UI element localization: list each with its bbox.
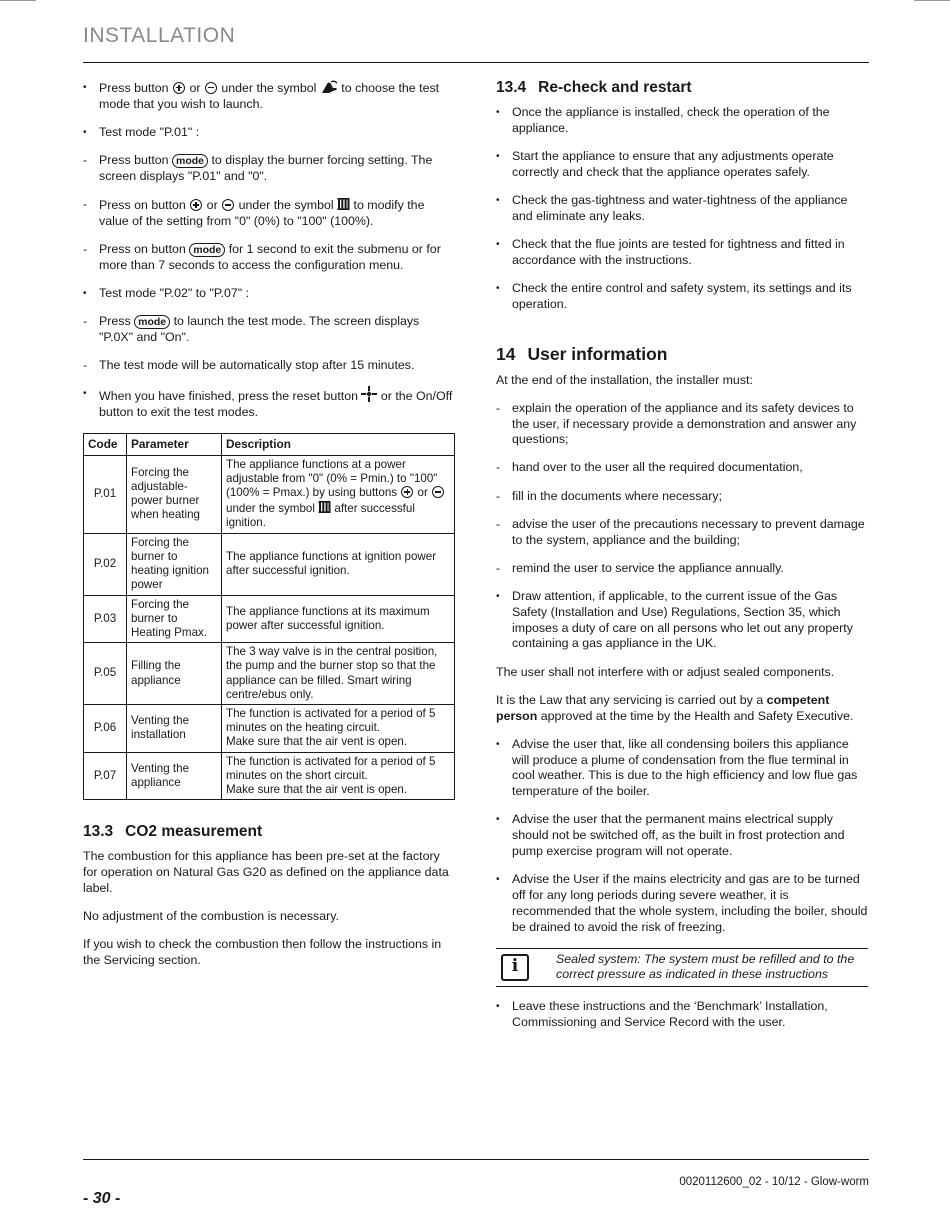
section-number: 13.4 (496, 79, 527, 96)
list-item (83, 314, 455, 346)
dash-marker: - (496, 560, 501, 575)
law-text: It is the Law that any servicing is carried out by a (496, 692, 767, 707)
item-text: fill in the documents where necessary; (512, 488, 723, 503)
bullet-marker: • (496, 874, 500, 886)
section-14-heading (496, 343, 868, 364)
note-text: Sealed system: The system must be refilled and to the correct pressure as indicated in these instructions (556, 951, 855, 982)
section-title: CO2 measurement (125, 823, 263, 841)
cell-parameter: Filling the appliance (127, 643, 222, 705)
cell-code: P.06 (84, 704, 127, 752)
recheck-list (496, 105, 868, 313)
item-text: Press button mode to display the burner forcing setting. The screen displays "P.01" and "0". (99, 153, 433, 183)
item-text: Press on button or under the symbol to modify the value of the setting from "0" (0%) to "100" (100%). (99, 198, 425, 228)
dash-marker: - (83, 197, 88, 212)
info-icon: i (501, 954, 529, 981)
reset-icon (361, 386, 377, 402)
sealed-system-note (496, 948, 868, 987)
plus-circle-icon (173, 82, 185, 94)
section-header-title: INSTALLATION (83, 24, 236, 47)
item-text: Check the gas-tightness and water-tightness of the appliance and eliminate any leaks. (512, 192, 848, 223)
list-item (83, 358, 455, 374)
document-reference: 0020112600_02 - 10/12 - Glow-worm (679, 1176, 869, 1188)
dash-marker: - (496, 400, 501, 415)
section-title: Re-check and restart (538, 79, 692, 96)
item-text: Start the appliance to ensure that any adjustments operate correctly and check that the appliance operates safely. (512, 148, 834, 179)
list-item (83, 125, 455, 141)
co2-paragraph: The combustion for this appliance has been pre-set at the factory for operation on Natural Gas G20 as defined on the appliance data label. (83, 848, 449, 895)
plus-circle-icon (401, 486, 413, 498)
item-text: remind the user to service the appliance annually. (512, 560, 784, 575)
bullet-marker: • (496, 194, 500, 206)
test-mode-instructions (83, 80, 455, 421)
list-item (83, 386, 455, 421)
plus-circle-icon (190, 199, 202, 211)
list-item (496, 401, 868, 448)
list-item (496, 517, 868, 549)
crop-mark-right (914, 0, 950, 1)
cell-code: P.01 (84, 455, 127, 533)
cell-code: P.03 (84, 595, 127, 643)
item-text: Check the entire control and safety system, its settings and its operation. (512, 280, 852, 311)
cell-parameter: Venting the installation (127, 704, 222, 752)
table-row (84, 752, 455, 800)
bullet-marker: • (83, 82, 87, 93)
table-row (84, 643, 455, 705)
page-number: - 30 - (83, 1190, 121, 1207)
list-item (496, 237, 868, 269)
dash-marker: - (496, 488, 501, 503)
left-column (83, 80, 455, 981)
hand-tap-icon (320, 80, 338, 94)
list-item (496, 737, 868, 800)
dash-marker: - (496, 460, 501, 475)
item-text: Test mode "P.02" to "P.07" : (99, 286, 250, 301)
section-13-4-heading (496, 80, 868, 96)
advice-list (496, 737, 868, 936)
law-text: approved at the time by the Health and Safety Executive. (537, 708, 854, 723)
list-item (83, 80, 455, 113)
bullet-marker: • (496, 106, 500, 118)
bullet-marker: • (83, 288, 87, 300)
minus-circle-icon (432, 486, 444, 498)
co2-paragraph: If you wish to check the combustion then follow the instructions in the Servicing section. (83, 936, 442, 967)
footer-rule (83, 1159, 869, 1160)
list-item (496, 149, 868, 181)
list-item (83, 153, 455, 185)
sealed-components-paragraph: The user shall not interfere with or adjust sealed components. (496, 664, 835, 679)
table-row (84, 533, 455, 595)
cell-code: P.02 (84, 533, 127, 595)
list-item (496, 812, 868, 859)
col-header-description: Description (222, 434, 455, 455)
cell-code: P.05 (84, 643, 127, 705)
item-text: Press button or under the symbol to choose the test mode that you wish to launch. (99, 81, 440, 111)
list-item (496, 460, 868, 476)
radiator-icon (318, 500, 331, 514)
list-item (83, 242, 455, 274)
col-header-code: Code (84, 434, 127, 455)
cell-description: The function is activated for a period of 5 minutes on the heating circuit. Make sure that the air vent is open. (222, 704, 455, 752)
test-mode-table (83, 433, 455, 800)
bullet-marker: • (83, 126, 87, 138)
item-text: Press mode to launch the test mode. The screen displays "P.0X" and "On". (99, 314, 420, 345)
list-item (496, 489, 868, 505)
item-text: Press on button mode for 1 second to exit the submenu or for more than 7 seconds to access the configuration menu. (99, 242, 441, 272)
minus-circle-icon (205, 82, 217, 94)
section-title: User information (527, 343, 668, 364)
list-item (83, 197, 455, 230)
item-text: Advise the user that, like all condensing boilers this appliance will produce a plume of condensation from the flue terminal in cool weather. This is due to the high efficiency and low flue gas temperature of the boiler. (512, 736, 858, 799)
item-text: The test mode will be automatically stop after 15 minutes. (99, 358, 415, 373)
table-row (84, 455, 455, 533)
dash-marker: - (83, 242, 88, 257)
cell-description: The function is activated for a period of 5 minutes on the short circuit. Make sure that the air vent is open. (222, 752, 455, 800)
table-header-row (84, 434, 455, 455)
right-column (496, 80, 868, 1043)
list-item (496, 193, 868, 225)
user-info-intro: At the end of the installation, the installer must: (496, 372, 753, 387)
item-text: Advise the user that the permanent mains electrical supply should not be switched off, as the built in frost protection and pump exercise program will not operate. (512, 812, 845, 858)
dash-marker: - (83, 153, 88, 168)
bullet-marker: • (496, 1000, 500, 1012)
bullet-marker: • (496, 238, 500, 250)
dash-marker: - (496, 516, 501, 531)
bullet-marker: • (496, 814, 500, 826)
crop-mark-left (0, 0, 36, 1)
item-text: explain the operation of the appliance and its safety devices to the user, if necessary provide a demonstration and answer any questions; (512, 400, 857, 447)
item-text: Advise the User if the mains electricity and gas are to be turned off for any long periods during severe weather, it is recommended that the whole system, including the boiler, should be drained to avoid the risk of freezing. (512, 872, 868, 934)
bullet-marker: • (496, 150, 500, 162)
item-text: Test mode "P.01" : (99, 124, 200, 139)
bullet-marker: • (496, 591, 500, 603)
mode-button-symbol: mode (172, 154, 208, 168)
cell-parameter: Forcing the adjustable-power burner when heating (127, 455, 222, 533)
section-number: 14 (496, 343, 516, 364)
law-paragraph (496, 693, 868, 725)
bullet-marker: • (83, 388, 87, 400)
minus-circle-icon (222, 199, 234, 211)
header-rule (83, 62, 869, 63)
mode-button-symbol: mode (189, 243, 225, 257)
list-item (496, 105, 868, 137)
section-13-3-heading (83, 824, 455, 840)
cell-code: P.07 (84, 752, 127, 800)
co2-paragraph: No adjustment of the combustion is necessary. (83, 908, 339, 923)
list-item (496, 999, 868, 1031)
table-row (84, 704, 455, 752)
law-emphasis: competent person (496, 692, 830, 723)
list-item (496, 872, 868, 935)
item-text: When you have finished, press the reset button or the On/Off button to exit the test modes. (99, 389, 452, 419)
item-text: Draw attention, if applicable, to the current issue of the Gas Safety (Installation and Use) Regulations, Section 35, which imposes a duty of care on all persons who let out any property containing a gas appliance in the UK. (512, 589, 853, 651)
installer-duties-list (496, 401, 868, 577)
mode-button-symbol: mode (134, 315, 170, 329)
item-text: hand over to the user all the required documentation, (512, 460, 803, 475)
item-text: Leave these instructions and the ‘Benchmark’ Installation, Commissioning and Service Record with the user. (512, 998, 828, 1029)
dash-marker: - (83, 314, 88, 329)
section-number: 13.3 (83, 823, 114, 841)
cell-description: The appliance functions at ignition power after successful ignition. (222, 533, 455, 595)
cell-parameter: Forcing the burner to Heating Pmax. (127, 595, 222, 643)
cell-description: The appliance functions at a power adjustable from "0" (0% = Pmin.) to "100" (100% = Pmax.) by using buttons or under the symbol after successful ignition. (222, 455, 455, 533)
list-item (496, 589, 868, 652)
item-text: Once the appliance is installed, check the operation of the appliance. (512, 104, 830, 135)
list-item (496, 561, 868, 577)
cell-description: The appliance functions at its maximum power after successful ignition. (222, 595, 455, 643)
radiator-icon (337, 197, 350, 211)
cell-description: The 3 way valve is in the central position, the pump and the burner stop so that the appliance can be filled. Smart wiring centre/ebus only. (222, 643, 455, 705)
bullet-marker: • (496, 738, 500, 750)
cell-parameter: Forcing the burner to heating ignition power (127, 533, 222, 595)
item-text: advise the user of the precautions necessary to prevent damage to the system, appliance and the building; (512, 516, 865, 547)
bullet-marker: • (496, 282, 500, 294)
table-row (84, 595, 455, 643)
cell-parameter: Venting the appliance (127, 752, 222, 800)
list-item (496, 281, 868, 313)
col-header-parameter: Parameter (127, 434, 222, 455)
list-item (83, 286, 455, 302)
dash-marker: - (83, 358, 88, 373)
item-text: Check that the flue joints are tested for tightness and fitted in accordance with the instructions. (512, 236, 845, 267)
